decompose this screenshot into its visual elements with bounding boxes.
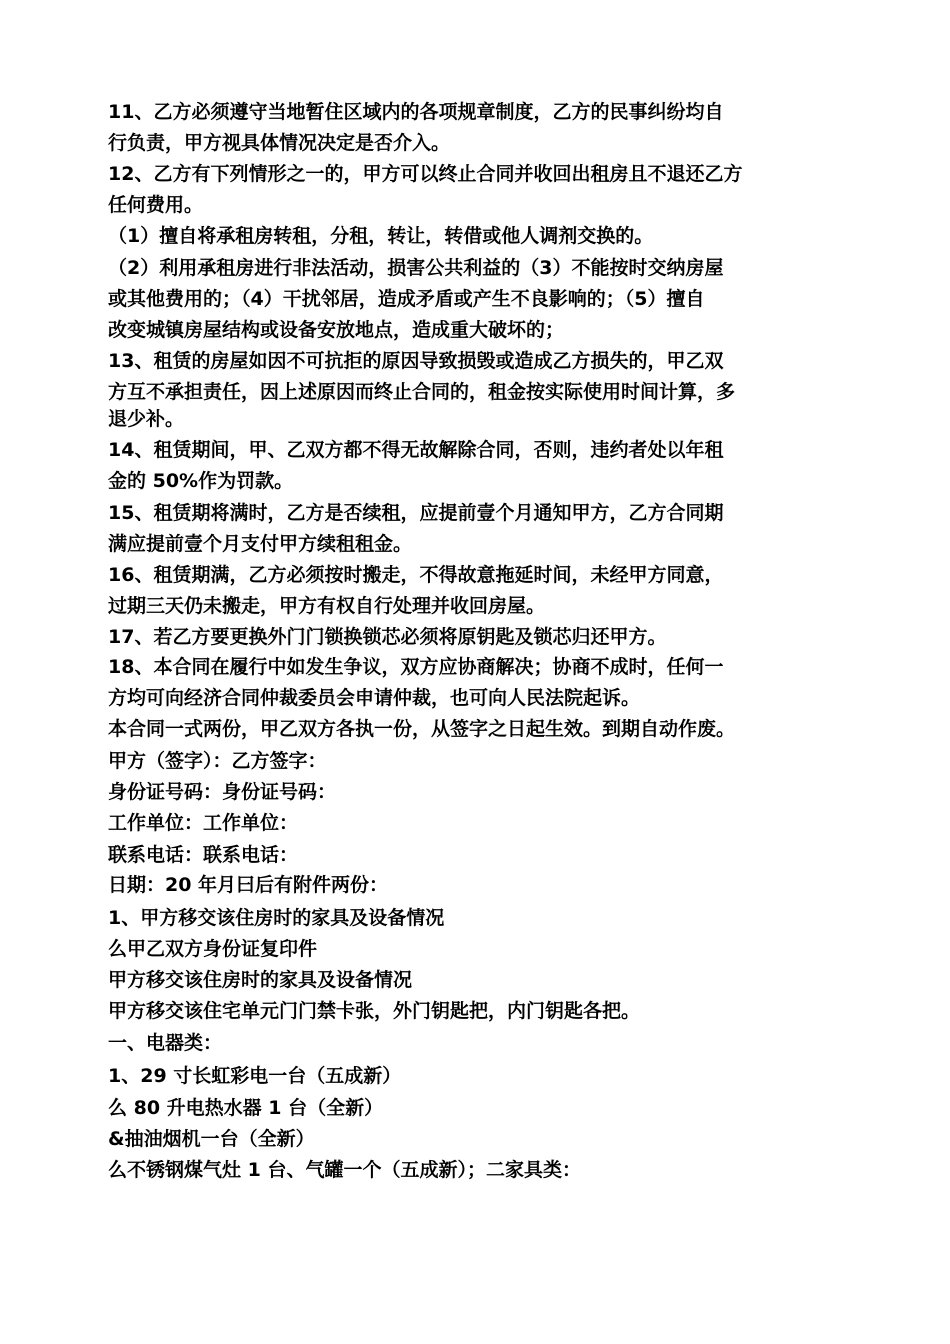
text-line: 或其他费用的；（4）干扰邻居，造成矛盾或产生不良影响的；（5）擅自 bbox=[108, 288, 705, 310]
text-line: 本合同一式两份，甲乙双方各执一份，从签字之日起生效。到期自动作废。 bbox=[108, 718, 736, 740]
text-line: 任何费用。 bbox=[108, 194, 204, 216]
text-line: 联系电话：联系电话： bbox=[108, 844, 299, 866]
text-line: 么甲乙双方身份证复印件 bbox=[108, 938, 318, 960]
text-line: 一、电器类： bbox=[108, 1032, 223, 1054]
text-line: 14、租赁期间，甲、乙双方都不得无故解除合同，否则，违约者处以年租 bbox=[108, 439, 724, 461]
text-line: 甲方移交该住房时的家具及设备情况 bbox=[108, 969, 413, 991]
text-line: 1、甲方移交该住房时的家具及设备情况 bbox=[108, 907, 445, 929]
text-line: 工作单位：工作单位： bbox=[108, 812, 299, 834]
text-line: 16、租赁期满，乙方必须按时搬走，不得故意拖延时间，未经甲方同意， bbox=[108, 564, 724, 586]
text-line: 13、租赁的房屋如因不可抗拒的原因导致损毁或造成乙方损失的，甲乙双 bbox=[108, 350, 724, 372]
text-line: 15、租赁期将满时，乙方是否续租，应提前壹个月通知甲方，乙方合同期 bbox=[108, 502, 724, 524]
text-line: 么不锈钢煤气灶 1 台、气罐一个（五成新）；二家具类： bbox=[108, 1159, 581, 1181]
text-line: 甲方（签字）：乙方签字： bbox=[108, 750, 327, 772]
text-line: 身份证号码：身份证号码： bbox=[108, 781, 337, 803]
text-line: 18、本合同在履行中如发生争议，双方应协商解决；协商不成时，任何一 bbox=[108, 656, 724, 678]
text-line: 11、乙方必须遵守当地暂住区域内的各项规章制度，乙方的民事纠纷均自 bbox=[108, 101, 724, 123]
text-line: 日期：20 年月曰后有附件两份： bbox=[108, 874, 389, 896]
text-line: 方均可向经济合同仲裁委员会申请仲裁，也可向人民法院起诉。 bbox=[108, 687, 641, 709]
text-line: &抽油烟机一台（全新） bbox=[108, 1128, 315, 1150]
text-line: 改变城镇房屋结构或设备安放地点，造成重大破坏的； bbox=[108, 319, 565, 341]
text-line: 甲方移交该住宅单元门门禁卡张，外门钥匙把，内门钥匙各把。 bbox=[108, 1000, 641, 1022]
text-line: 么 80 升电热水器 1 台（全新） bbox=[108, 1097, 384, 1119]
text-line: 行负责，甲方视具体情况决定是否介入。 bbox=[108, 132, 451, 154]
text-line: （1）擅自将承租房转租，分租，转让，转借或他人调剂交换的。 bbox=[108, 225, 654, 247]
text-line: 过期三天仍未搬走，甲方有权自行处理并收回房屋。 bbox=[108, 595, 546, 617]
text-line: 方互不承担责任，因上述原因而终止合同的，租金按实际使用时间计算，多 bbox=[108, 381, 736, 403]
text-line: 12、乙方有下列情形之一的，甲方可以终止合同并收回出租房且不退还乙方 bbox=[108, 163, 743, 185]
text-line: 17、若乙方要更换外门门锁换锁芯必须将原钥匙及锁芯归还甲方。 bbox=[108, 626, 667, 648]
text-line: 退少补。 bbox=[108, 408, 185, 430]
text-line: 金的 50%作为罚款。 bbox=[108, 470, 294, 492]
text-line: 1、29 寸长虹彩电一台（五成新） bbox=[108, 1065, 402, 1087]
text-line: 满应提前壹个月支付甲方续租租金。 bbox=[108, 533, 413, 555]
text-line: （2）利用承租房进行非法活动，损害公共利益的（3）不能按时交纳房屋 bbox=[108, 257, 724, 279]
